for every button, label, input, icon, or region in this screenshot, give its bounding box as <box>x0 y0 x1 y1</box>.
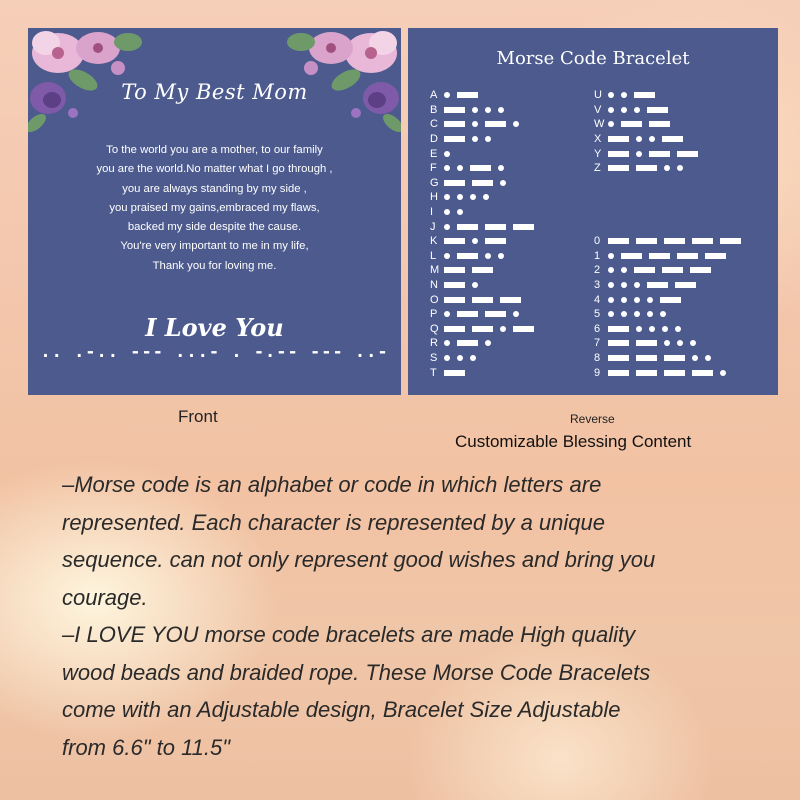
morse-dash <box>720 238 741 244</box>
morse-dash <box>664 370 685 376</box>
code-letter: Z <box>594 162 601 175</box>
code-letter: A <box>430 89 438 102</box>
code-row-4 <box>594 292 748 307</box>
morse-dash <box>649 253 670 259</box>
code-row-w <box>594 117 705 132</box>
morse-dash <box>660 297 681 303</box>
morse-dot <box>483 194 489 200</box>
morse-dash <box>608 340 629 346</box>
morse-dot <box>485 136 491 142</box>
description-line: sequence. can not only represent good wishes and bring you <box>62 547 656 572</box>
code-row-d <box>430 132 541 147</box>
morse-dash <box>485 311 506 317</box>
code-sequence <box>444 311 526 317</box>
morse-dot <box>444 165 450 171</box>
code-letter: B <box>430 103 438 116</box>
description-line: –Morse code is an alphabet or code in which letters are <box>62 472 602 497</box>
code-letter: 2 <box>594 264 601 277</box>
code-letter: 5 <box>594 308 601 321</box>
morse-dash <box>608 370 629 376</box>
code-sequence <box>608 121 677 127</box>
code-row-9 <box>594 365 748 380</box>
morse-dash <box>705 253 726 259</box>
code-sequence <box>444 238 513 244</box>
back-card <box>408 28 778 395</box>
love-title: I Love You <box>145 313 284 342</box>
code-sequence <box>444 224 541 230</box>
morse-dash <box>608 326 629 332</box>
code-letter: P <box>430 308 438 321</box>
description-line: courage. <box>62 584 148 610</box>
product-description <box>62 466 762 766</box>
morse-dot <box>608 267 614 273</box>
morse-dash <box>513 224 534 230</box>
morse-dash <box>457 253 478 259</box>
message-line: You're very important to me in my life, <box>120 240 309 253</box>
morse-dot <box>608 121 614 127</box>
code-row-6 <box>594 322 748 337</box>
front-title: To My Best Mom <box>121 80 308 104</box>
message-line: you are the world.No matter what I go through , <box>96 163 333 176</box>
morse-dot <box>444 224 450 230</box>
morse-dash <box>675 282 696 288</box>
code-letter: Q <box>430 322 439 335</box>
morse-dot <box>621 267 627 273</box>
morse-dot <box>498 253 504 259</box>
morse-dash <box>513 326 534 332</box>
code-row-3 <box>594 278 748 293</box>
code-row-c <box>430 117 541 132</box>
morse-dash <box>485 238 506 244</box>
morse-dot <box>500 180 506 186</box>
code-sequence <box>444 253 511 259</box>
code-letter: U <box>594 89 602 102</box>
code-sequence <box>444 267 500 273</box>
code-row-n <box>430 278 541 293</box>
morse-dot <box>513 311 519 317</box>
morse-dash <box>444 121 465 127</box>
code-letter: V <box>594 103 602 116</box>
morse-dash <box>608 238 629 244</box>
message-line: you are always standing by my side , <box>122 182 307 195</box>
code-letter: L <box>430 249 437 262</box>
morse-dash <box>664 355 685 361</box>
morse-dot <box>649 136 655 142</box>
code-letter: S <box>430 351 438 364</box>
morse-dash <box>677 253 698 259</box>
code-letter: Y <box>594 147 602 160</box>
code-letter: 1 <box>594 249 601 262</box>
code-row-v <box>594 103 705 118</box>
code-letter: O <box>430 293 439 306</box>
code-letter: X <box>594 133 602 146</box>
morse-dash <box>500 297 521 303</box>
code-letter: K <box>430 235 438 248</box>
code-sequence <box>444 121 526 127</box>
morse-dot <box>608 92 614 98</box>
morse-dash <box>444 370 465 376</box>
code-sequence <box>608 267 718 273</box>
message-line: you praised my gains,embraced my flaws, <box>109 201 320 214</box>
morse-dash <box>621 253 642 259</box>
back-title: Morse Code Bracelet <box>496 48 690 69</box>
code-row-b <box>430 103 541 118</box>
code-sequence <box>444 107 511 113</box>
code-sequence <box>608 151 705 157</box>
code-letter: 9 <box>594 366 601 379</box>
code-row-m <box>430 263 541 278</box>
morse-dash <box>636 355 657 361</box>
morse-dot <box>621 107 627 113</box>
code-sequence <box>608 355 718 361</box>
morse-dot <box>444 311 450 317</box>
message-line: Thank you for loving me. <box>152 259 277 272</box>
morse-dash <box>444 267 465 273</box>
caption-customizable: Customizable Blessing Content <box>455 432 692 451</box>
code-letter: E <box>430 147 438 160</box>
morse-dash <box>664 238 685 244</box>
code-letter: N <box>430 279 438 292</box>
morse-dot <box>621 92 627 98</box>
code-letter: T <box>430 366 437 379</box>
code-sequence <box>608 107 675 113</box>
code-letter: G <box>430 176 439 189</box>
morse-dot <box>649 326 655 332</box>
morse-dash <box>444 326 465 332</box>
code-row-o <box>430 292 541 307</box>
code-row-f <box>430 161 541 176</box>
love-morse: .. .-.. --- ...- . -.-- --- ..- <box>40 342 389 362</box>
morse-dash <box>692 370 713 376</box>
code-sequence <box>608 165 690 171</box>
code-letter: 3 <box>594 279 601 292</box>
message-line: To the world you are a mother, to our family <box>106 144 323 156</box>
code-sequence <box>444 355 483 361</box>
morse-dot <box>472 238 478 244</box>
morse-dot <box>636 136 642 142</box>
morse-dash <box>444 297 465 303</box>
morse-dash <box>621 121 642 127</box>
morse-dot <box>664 165 670 171</box>
code-sequence <box>444 209 470 215</box>
morse-dot <box>498 107 504 113</box>
message-line: backed my side despite the cause. <box>127 221 302 234</box>
code-row-1 <box>594 249 748 264</box>
morse-dot <box>444 355 450 361</box>
code-row-x <box>594 132 705 147</box>
morse-dash <box>485 224 506 230</box>
morse-dot <box>444 92 450 98</box>
morse-dot <box>457 165 463 171</box>
code-row-e <box>430 146 541 161</box>
morse-dot <box>636 326 642 332</box>
morse-dash <box>690 267 711 273</box>
code-row-0 <box>594 234 748 249</box>
morse-dot <box>677 165 683 171</box>
code-row-p <box>430 307 541 322</box>
morse-dash <box>457 311 478 317</box>
code-letter: D <box>430 133 438 146</box>
code-row-8 <box>594 351 748 366</box>
morse-dot <box>720 370 726 376</box>
morse-dash <box>647 282 668 288</box>
morse-dot <box>636 151 642 157</box>
code-sequence <box>444 340 498 346</box>
code-sequence <box>608 311 673 317</box>
code-sequence <box>444 180 513 186</box>
morse-dash <box>608 136 629 142</box>
morse-dot <box>634 311 640 317</box>
morse-dash <box>472 326 493 332</box>
morse-dot <box>647 297 653 303</box>
code-letter: C <box>430 118 438 131</box>
code-letter: 8 <box>594 352 601 365</box>
code-row-k <box>430 234 541 249</box>
morse-dot <box>608 311 614 317</box>
morse-dot <box>498 165 504 171</box>
morse-dot <box>608 253 614 259</box>
code-sequence <box>608 238 748 244</box>
code-sequence <box>608 297 688 303</box>
code-letter: 0 <box>594 235 601 248</box>
code-letter: 6 <box>594 322 601 335</box>
morse-dash <box>677 151 698 157</box>
morse-dash <box>662 267 683 273</box>
morse-dot <box>485 340 491 346</box>
morse-dash <box>608 165 629 171</box>
morse-dot <box>608 297 614 303</box>
morse-dash <box>649 121 670 127</box>
morse-dot <box>705 355 711 361</box>
morse-dot <box>485 107 491 113</box>
code-sequence <box>444 151 457 157</box>
morse-dot <box>444 253 450 259</box>
morse-dot <box>662 326 668 332</box>
morse-dot <box>513 121 519 127</box>
morse-dot <box>647 311 653 317</box>
code-row-5 <box>594 307 748 322</box>
morse-dash <box>634 267 655 273</box>
morse-dot <box>472 121 478 127</box>
code-sequence <box>608 136 690 142</box>
morse-dash <box>444 107 465 113</box>
code-letter: 4 <box>594 293 601 306</box>
code-row-s <box>430 351 541 366</box>
code-sequence <box>444 136 498 142</box>
code-sequence <box>444 297 528 303</box>
code-sequence <box>444 194 496 200</box>
code-row-t <box>430 365 541 380</box>
morse-dash <box>636 370 657 376</box>
morse-dot <box>692 355 698 361</box>
code-column-right-top <box>594 88 705 176</box>
morse-dot <box>470 355 476 361</box>
code-sequence <box>608 370 733 376</box>
morse-dash <box>470 165 491 171</box>
code-row-7 <box>594 336 748 351</box>
description-line: from 6.6" to 11.5" <box>62 734 231 760</box>
morse-dash <box>608 151 629 157</box>
morse-dash <box>634 92 655 98</box>
morse-dash <box>472 180 493 186</box>
code-sequence <box>444 370 472 376</box>
code-sequence <box>444 92 485 98</box>
morse-dot <box>634 107 640 113</box>
morse-dot <box>444 209 450 215</box>
morse-dot <box>472 282 478 288</box>
morse-dash <box>608 355 629 361</box>
morse-dot <box>444 194 450 200</box>
code-letter: R <box>430 337 438 350</box>
morse-dot <box>677 340 683 346</box>
morse-dot <box>634 297 640 303</box>
code-sequence <box>608 92 662 98</box>
front-message <box>28 141 401 276</box>
morse-dash <box>692 238 713 244</box>
description-line: represented. Each character is represented by a unique <box>62 509 605 535</box>
code-letter: M <box>430 264 440 277</box>
morse-dot <box>470 194 476 200</box>
morse-dot <box>634 282 640 288</box>
code-row-a <box>430 88 541 103</box>
morse-dash <box>636 165 657 171</box>
morse-dash <box>647 107 668 113</box>
morse-dot <box>472 136 478 142</box>
description-line: come with an Adjustable design, Bracelet Size Adjustable <box>62 697 621 722</box>
morse-dot <box>621 297 627 303</box>
code-sequence <box>444 282 485 288</box>
code-sequence <box>608 326 688 332</box>
morse-dot <box>500 326 506 332</box>
morse-dot <box>457 355 463 361</box>
code-row-q <box>430 322 541 337</box>
morse-dash <box>444 282 465 288</box>
morse-dot <box>457 209 463 215</box>
code-sequence <box>444 326 541 332</box>
morse-dot <box>675 326 681 332</box>
morse-dash <box>472 297 493 303</box>
morse-dot <box>472 107 478 113</box>
code-row-y <box>594 146 705 161</box>
code-letter: 7 <box>594 337 601 350</box>
morse-dot <box>621 311 627 317</box>
code-letter: I <box>430 206 434 219</box>
code-sequence <box>608 253 733 259</box>
morse-dash <box>444 180 465 186</box>
morse-dot <box>485 253 491 259</box>
caption-front: Front <box>178 407 218 426</box>
code-letter: W <box>594 118 605 131</box>
morse-dot <box>457 194 463 200</box>
morse-dot <box>444 340 450 346</box>
morse-dot <box>664 340 670 346</box>
morse-dash <box>649 151 670 157</box>
code-letter: J <box>430 220 436 233</box>
morse-dash <box>457 340 478 346</box>
code-row-i <box>430 205 541 220</box>
morse-dot <box>608 282 614 288</box>
caption-reverse: Reverse <box>570 412 615 426</box>
code-row-r <box>430 336 541 351</box>
morse-dash <box>444 136 465 142</box>
morse-dash <box>457 224 478 230</box>
morse-dot <box>660 311 666 317</box>
code-column-right-bottom <box>594 234 748 380</box>
morse-dot <box>690 340 696 346</box>
code-column-left <box>430 88 541 380</box>
code-row-l <box>430 249 541 264</box>
code-row-g <box>430 176 541 191</box>
code-row-h <box>430 190 541 205</box>
description-line: –I LOVE YOU morse code bracelets are made High quality <box>62 622 636 647</box>
morse-dash <box>636 340 657 346</box>
code-row-u <box>594 88 705 103</box>
code-row-2 <box>594 263 748 278</box>
morse-dot <box>608 107 614 113</box>
description-line: wood beads and braided rope. These Morse Code Bracelets <box>62 659 651 685</box>
code-sequence <box>444 165 511 171</box>
morse-dash <box>457 92 478 98</box>
morse-dash <box>472 267 493 273</box>
code-sequence <box>608 282 703 288</box>
code-letter: H <box>430 191 438 204</box>
morse-dot <box>444 151 450 157</box>
front-card <box>28 28 401 395</box>
code-letter: F <box>430 162 437 175</box>
morse-dash <box>636 238 657 244</box>
morse-dash <box>485 121 506 127</box>
code-row-j <box>430 219 541 234</box>
morse-dot <box>621 282 627 288</box>
morse-dash <box>444 238 465 244</box>
code-row-z <box>594 161 705 176</box>
code-sequence <box>608 340 703 346</box>
morse-dash <box>662 136 683 142</box>
